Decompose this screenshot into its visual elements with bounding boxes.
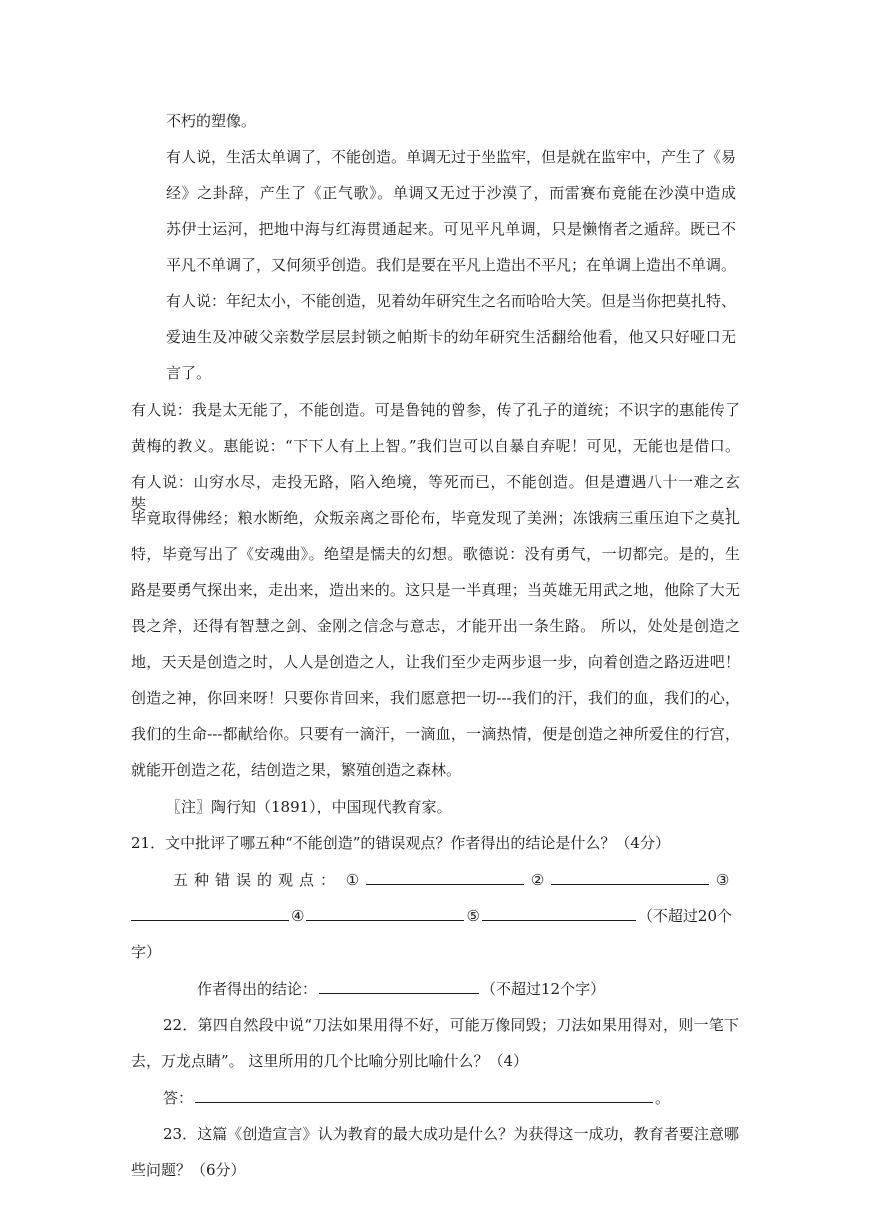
passage-line: 经》之卦辞，产生了《正气歌》。单调又无过于沙漠了，而雷赛布竟能在沙漠中造成 (166, 184, 736, 202)
q21-answer-blank-2[interactable] (551, 869, 709, 885)
passage-line: 创造之神，你回来呀！只要你肯回来，我们愿意把一切---我们的汗，我们的血，我们的心， (131, 689, 740, 707)
q21-answer-blank-5[interactable] (482, 905, 636, 921)
passage-line: 毕竟取得佛经；粮水断绝，众叛亲离之哥伦布，毕竟发现了美洲；冻饿病三重压迫下之莫扎 (131, 509, 740, 527)
q21-limit-text: （不超过20个 (637, 907, 732, 925)
passage-line: 有人说：山穷水尽，走投无路，陷入绝境，等死而已，不能创造。但是遭遇八十一难之玄奘， (131, 473, 740, 513)
author-note: 〖注〗陶行知（1891），中国现代教育家。 (166, 798, 452, 816)
q21-conclusion-row (197, 978, 605, 1000)
q21-marker-3: ③ (715, 871, 730, 889)
question-22-stem: 22．第四自然段中说“刀法如果用得不好，可能万像同毁；刀法如果用得对，则一笔下 (163, 1016, 739, 1034)
q21-marker-1: ① (345, 871, 360, 889)
question-23-stem-cont: 些问题？（6分） (131, 1161, 246, 1179)
passage-line: 畏之斧，还得有智慧之剑、金刚之信念与意志，才能开出一条生路。 所以，处处是创造之 (131, 617, 740, 635)
passage-line: 特，毕竟写出了《安魂曲》。绝望是懦夫的幻想。歌德说：没有勇气，一切都完。是的，生 (131, 545, 740, 563)
q21-answer-blank-3[interactable] (131, 905, 289, 921)
passage-line: 爱迪生及冲破父亲数学层层封锁之帕斯卡的幼年研究生活翻给他看，他又只好哑口无 (166, 328, 736, 346)
q21-views-row-2 (131, 905, 732, 927)
passage-line: 地，天天是创造之时，人人是创造之人，让我们至少走两步退一步，向着创造之路迈进吧！ (131, 653, 740, 671)
q21-marker-5: ⑤ (466, 907, 480, 925)
q21-conclusion-label: 作者得出的结论： (197, 980, 318, 998)
passage-line: 苏伊士运河，把地中海与红海贯通起来。可见平凡单调，只是懒惰者之遁辞。既已不 (166, 220, 736, 238)
q21-answer-blank-4[interactable] (306, 905, 464, 921)
question-21-stem: 21．文中批评了哪五种“不能创造”的错误观点？作者得出的结论是什么？（4分） (131, 834, 670, 852)
q22-answer-label: 答： (163, 1089, 194, 1107)
passage-line: 路是要勇气探出来，走出来，造出来的。这只是一半真理；当英雄无用武之地，他除了大无 (131, 581, 740, 599)
passage-line: 不朽的塑像。 (166, 112, 257, 130)
q21-marker-2: ② (530, 871, 545, 889)
passage-line: 有人说，生活太单调了，不能创造。单调无过于坐监牢，但是就在监牢中，产生了《易 (166, 148, 737, 166)
passage-line: 就能开创造之花，结创造之果，繁殖创造之森林。 (131, 761, 462, 779)
passage-line: 平凡不单调了，又何须乎创造。我们是要在平凡上造出不平凡；在单调上造出不单调。 (166, 256, 737, 274)
question-23-stem: 23．这篇《创造宣言》认为教育的最大成功是什么？为获得这一成功，教育者要注意哪 (163, 1125, 739, 1143)
passage-line: 有人说：我是太无能了，不能创造。可是鲁钝的曾参，传了孔子的道统；不识字的惠能传了 (131, 401, 740, 419)
q21-limit-tail: 字） (131, 943, 162, 961)
q21-answer-blank-1[interactable] (366, 869, 524, 885)
passage-line: 言了。 (166, 364, 212, 382)
q22-answer-row (163, 1087, 670, 1109)
q22-answer-end: 。 (655, 1089, 671, 1107)
passage-line: 有人说：年纪太小，不能创造，见着幼年研究生之名而哈哈大笑。但是当你把莫扎特、 (166, 292, 737, 310)
passage-line: 黄梅的教义。惠能说：“下下人有上上智。”我们岂可以自暴自弃呢！可见，无能也是借口。 (131, 437, 740, 455)
passage-line: 我们的生命---都献给你。只要有一滴汗，一滴血，一滴热情，便是创造之神所爱住的行宫， (131, 725, 740, 743)
q21-views-row (173, 869, 739, 891)
q22-answer-blank[interactable] (195, 1087, 653, 1103)
q21-conclusion-limit: （不超过12个字） (481, 980, 606, 998)
question-22-stem-cont: 去，万龙点睛”。 这里所用的几个比喻分别比喻什么？（4） (131, 1052, 528, 1070)
q21-views-label: 五种错误的观点： (173, 871, 342, 889)
q21-marker-4: ④ (291, 907, 305, 925)
q21-conclusion-blank[interactable] (319, 978, 479, 994)
